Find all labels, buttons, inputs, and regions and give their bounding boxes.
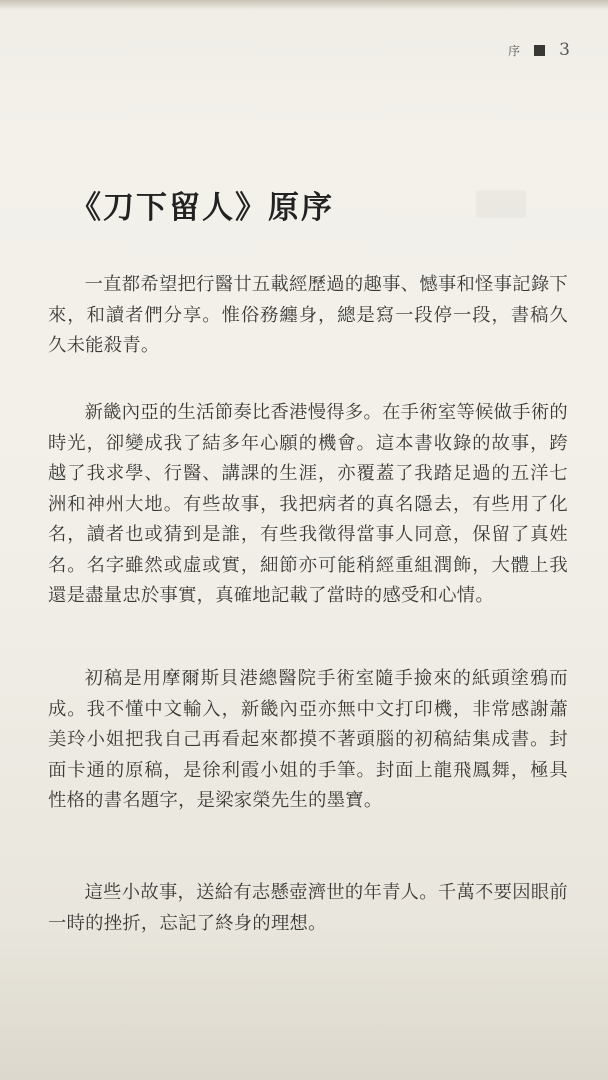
- running-header: [508, 40, 570, 60]
- page-number: 3: [559, 40, 570, 60]
- body-paragraph: 初稿是用摩爾斯貝港總醫院手術室隨手撿來的紙頭塗鴉而成。我不懂中文輸入，新畿內亞亦無中文打印機，非常感謝蕭美玲小姐把我自己再看起來都摸不著頭腦的初稿結集成書。封面卡通的原稿，是徐利霞小姐的手筆。封面上龍飛鳳舞，極具性格的書名題字，是梁家榮先生的墨寶。: [48, 668, 568, 811]
- chapter-title: 《刀下留人》原序: [70, 190, 334, 226]
- show-through-mark: [476, 190, 526, 218]
- body-paragraph: 這些小故事，送給有志懸壺濟世的年青人。千萬不要因眼前一時的挫折，忘記了終身的理想。: [48, 882, 568, 934]
- square-icon: [534, 45, 545, 56]
- body-paragraph: 一直都希望把行醫廿五載經歷過的趣事、憾事和怪事記錄下來，和讀者們分享。惟俗務纏身，總是寫一段停一段，書稿久久未能殺青。: [48, 274, 568, 356]
- section-name: 序: [508, 43, 521, 58]
- page-top-edge: [0, 0, 608, 10]
- body-paragraph: 新畿內亞的生活節奏比香港慢得多。在手術室等候做手術的時光，卻變成我了結多年心願的機會。這本書收錄的故事，跨越了我求學、行醫、講課的生涯，亦覆蓋了我踏足過的五洋七洲和神州大地。有些故事，我把病者的真名隱去，有些用了化名，讀者也或猜到是誰，有些我徵得當事人同意，保留了真姓名。名字雖然或虛或實，細節亦可能稍經重組潤飾，大體上我還是盡量忠於事實，真確地記載了當時的感受和心情。: [48, 402, 568, 606]
